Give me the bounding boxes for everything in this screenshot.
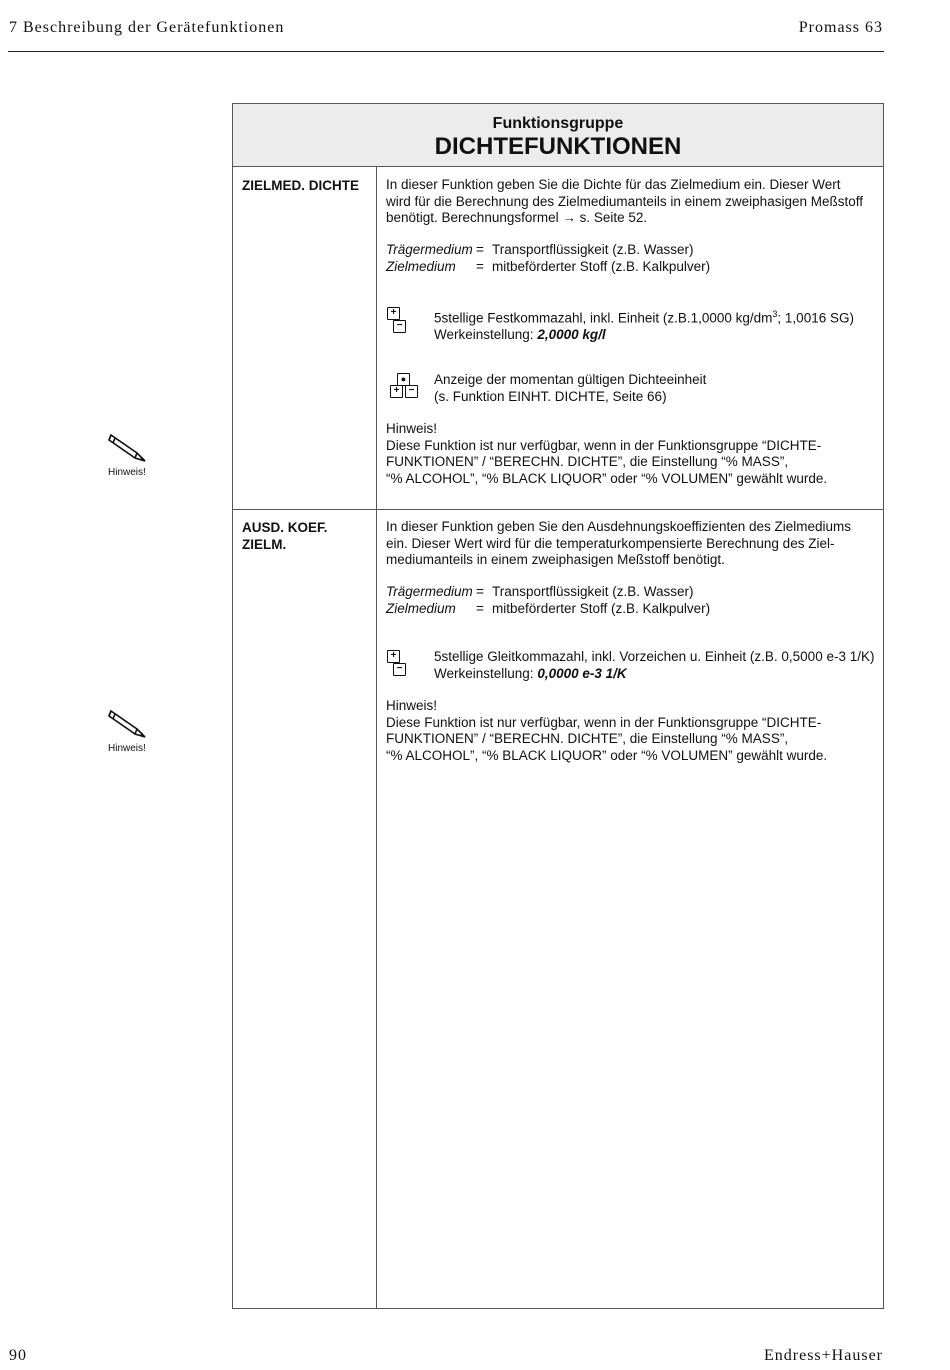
definition-row: Trägermedium = Transportflüssigkeit (z.B. Wasser) xyxy=(386,584,694,599)
chapter-title: 7 Beschreibung der Gerätefunktionen xyxy=(9,19,285,36)
page-number: 90 xyxy=(9,1347,27,1364)
function-name-zielmed-dichte: ZIELMED. DICHTE xyxy=(242,178,359,193)
input-description: 5stellige Gleitkommazahl, inkl. Vorzeichen u. Einheit (z.B. 0,5000 e-3 1/K) Werkeinstellung: 0,0000 e-3 1/K xyxy=(434,649,875,681)
display-description: Anzeige der momentan gültigen Dichteeinheit (s. Funktion EINHT. DICHTE, Seite 66) xyxy=(434,372,707,404)
brand-name: Endress+Hauser xyxy=(764,1347,883,1364)
header-rule xyxy=(8,51,884,52)
input-description: 5stellige Festkommazahl, inkl. Einheit (z.B.1,0000 $kg/dm^3$; 1,0016 SG) Werkeinstellung: 2,0000 kg/l xyxy=(434,309,854,342)
factory-setting-value: 0,0000 e-3 1/K xyxy=(537,665,627,681)
definition-row: Zielmedium = mitbeförderter Stoff (z.B. Kalkpulver) xyxy=(386,600,711,616)
function-table: Funktionsgruppe DICHTEFUNKTIONEN ZIELMED. DICHTE In dieser Funktion geben Sie die Dichte für das Zielmedium ein. Dieser Wert wird für die Berechnung des Zielmediumanteils in einem zweiphasigen Meßstoff benötigt. Berechnungsformel → s. Seite 52. Trägermedium = Transportflüssigkeit (z.B. Wasser) Zielmedium = mitbeförderter Stoff (z.B. Kalkpulver) + − 5stellige Festkommazahl, inkl. Einheit (z.B.1,0000 $kg/dm^3$; 1,0016 SG) Werkeinstellung: 2,0000 kg/l ● + − Anzeige der momentan gültigen Dichteeinheit (s. Funktion EINHT. DICHTE, Seite 66) Hinweis! Diese Funktion ist nur verfügbar, wenn in der Funktionsgruppe “DICHTE- FUNKTIONEN” / “BERECHN. DICHTE”, die Einstellung “% MASS”, “% ALCOHOL”, “% BLACK LIQUOR” oder “% VOLUMEN” gewählt wurde. AUSD. KOEF. ZIELM. In dieser Funktion geben Sie den Ausdehnungskoeffizienten des Zielmediums ein. Dieser Wert wird für die temperaturkompensierte Berechnung des Ziel- mediumanteils in einem zweiphasigen Meßstoff benötigt. Trägermedium = Transportflüssigkeit (z.B. Wasser) Zielmedium = mitbeförderter Stoff (z.B. Kalkpulver) + − 5stellige Gleitkommazahl, inkl. Vorzeichen u. Einheit (z.B. 0,5000 e-3 1/K) Werkeinstellung: 0,0000 e-3 1/K Hinweis! Diese Funktion ist nur verfügbar, wenn in der Funktionsgruppe “DICHTE- FUNKTIONEN” / “BERECHN. DICHTE”, die Einstellung “% MASS”, “% ALCOHOL”, “% BLACK LIQUOR” oder “% VOLUMEN” gewählt wurde. xyxy=(232,103,884,1309)
definition-list xyxy=(386,584,878,617)
pencil-note-icon xyxy=(105,701,153,741)
note-margin-label: Hinweis! xyxy=(108,467,146,478)
note-margin-label: Hinweis! xyxy=(108,743,146,754)
function-name-ausd-koef-zielm: AUSD. KOEF. ZIELM. xyxy=(242,520,328,552)
function-description: In dieser Funktion geben Sie die Dichte für das Zielmedium ein. Dieser Wert wird für die Berechnung des Zielmediumanteils in einem zweiphasigen Meßstoff benötigt. Berechnungsformel → s. Seite 52. xyxy=(386,177,863,225)
function-description: In dieser Funktion geben Sie den Ausdehnungskoeffizienten des Zielmediums ein. Dieser Wert wird für die temperaturkompensierte Berechnung des Ziel- mediumanteils in einem zweiphasigen Meßstoff benötigt. xyxy=(386,519,852,567)
product-name: Promass 63 xyxy=(798,19,883,36)
definition-list xyxy=(386,242,878,275)
pencil-note-icon xyxy=(105,425,153,465)
definition-row: Zielmedium = mitbeförderter Stoff (z.B. Kalkpulver) xyxy=(386,258,711,274)
row-divider xyxy=(233,509,883,510)
group-label: Funktionsgruppe xyxy=(492,115,624,132)
group-name: DICHTEFUNKTIONEN xyxy=(434,133,682,160)
group-title-box xyxy=(233,104,883,167)
note-block: Hinweis! Diese Funktion ist nur verfügbar, wenn in der Funktionsgruppe “DICHTE- FUNKTIONEN” / “BERECHN. DICHTE”, die Einstellung “% MASS”, “% ALCOHOL”, “% BLACK LIQUOR” oder “% VOLUMEN” gewählt wurde. xyxy=(386,698,828,763)
column-divider xyxy=(376,166,377,1308)
factory-setting-value: 2,0000 kg/l xyxy=(537,327,606,342)
definition-row: Trägermedium = Transportflüssigkeit (z.B. Wasser) xyxy=(386,242,694,257)
note-block: Hinweis! Diese Funktion ist nur verfügbar, wenn in der Funktionsgruppe “DICHTE- FUNKTIONEN” / “BERECHN. DICHTE”, die Einstellung “% MASS”, “% ALCOHOL”, “% BLACK LIQUOR” oder “% VOLUMEN” gewählt wurde. xyxy=(386,421,828,486)
